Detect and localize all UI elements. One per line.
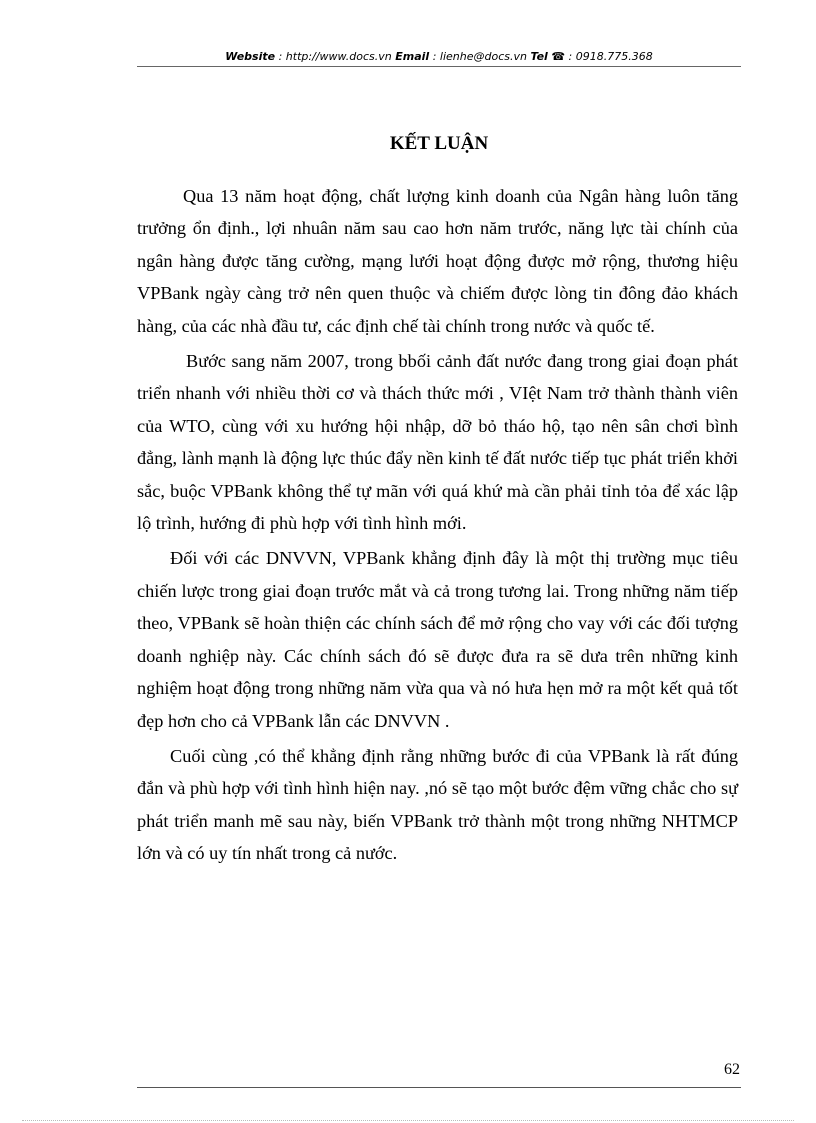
website-label: Website bbox=[225, 50, 276, 63]
page-title: KẾT LUẬN bbox=[389, 133, 489, 154]
page-edge-divider bbox=[22, 1120, 794, 1121]
page-header bbox=[137, 49, 741, 67]
email-address: : lienhe@docs.vn bbox=[429, 50, 531, 63]
phone-icon: ☎ bbox=[551, 50, 566, 63]
footer-divider bbox=[137, 1087, 741, 1088]
paragraph-2007-context: Bước sang năm 2007, trong bbối cảnh đất nước đang trong giai đoạn phát triển nhanh với nhiều thời cơ và thách thức mới , VIệt Nam trở thành thành viên của WTO, cùng với xu hướng hội nhập, dỡ bỏ tháo hộ, tạo nên sân chơi bình đẳng, lành mạnh là động lực thúc đẩy nền kinh tế đất nước tiếp tục phát triển khởi sắc, buộc VPBank không thể tự mãn với quá khứ mà cần phải tỉnh tỏa để xác lập lộ trình, hướng đi phù hợp với tình hình mới. bbox=[137, 351, 738, 534]
email-label: Email bbox=[395, 50, 430, 63]
website-url: : http://www.docs.vn bbox=[275, 50, 396, 63]
header-divider bbox=[137, 66, 741, 67]
page-number: 62 bbox=[724, 1061, 740, 1078]
tel-number: : 0918.775.368 bbox=[565, 50, 653, 63]
paragraph-intro: Qua 13 năm hoạt động, chất lượng kinh doanh của Ngân hàng luôn tăng trưởng ổn định., lợi nhuân năm sau cao hơn năm trước, năng lực tài chính của ngân hàng được tăng cường, mạng lưới hoạt động được mở rộng, thương hiệu VPBank ngày càng trở nên quen thuộc và chiếm được lòng tin đông đảo khách hàng, của các nhà đầu tư, các định chế tài chính trong nước và quốc tế. bbox=[137, 186, 738, 336]
paragraph-closing: Cuối cùng ,có thể khẳng định rằng những bước đi của VPBank là rất đúng đắn và phù hợp với tình hình hiện nay. ,nó sẽ tạo một bước đệm vững chắc cho sự phát triển manh mẽ sau này, biến VPBank trở thành một trong những NHTMCP lớn và có uy tín nhất trong cả nước. bbox=[137, 745, 738, 864]
document-body bbox=[137, 180, 738, 873]
paragraph-dnvvn-strategy: Đối với các DNVVN, VPBank khẳng định đây là một thị trường mục tiêu chiến lược trong giai đoạn trước mắt và cả trong tương lai. Trong những năm tiếp theo, VPBank sẽ hoàn thiện các chính sách để mở rộng cho vay với các đối tượng doanh nghiệp này. Các chính sách đó sẽ được đưa ra sẽ dưa trên những kinh nghiệm hoạt động trong những năm vừa qua và nó hưa hẹn mở ra một kết quả tốt đẹp hơn cho cả VPBank lẫn các DNVVN . bbox=[137, 548, 738, 731]
tel-label: Tel bbox=[530, 50, 548, 63]
